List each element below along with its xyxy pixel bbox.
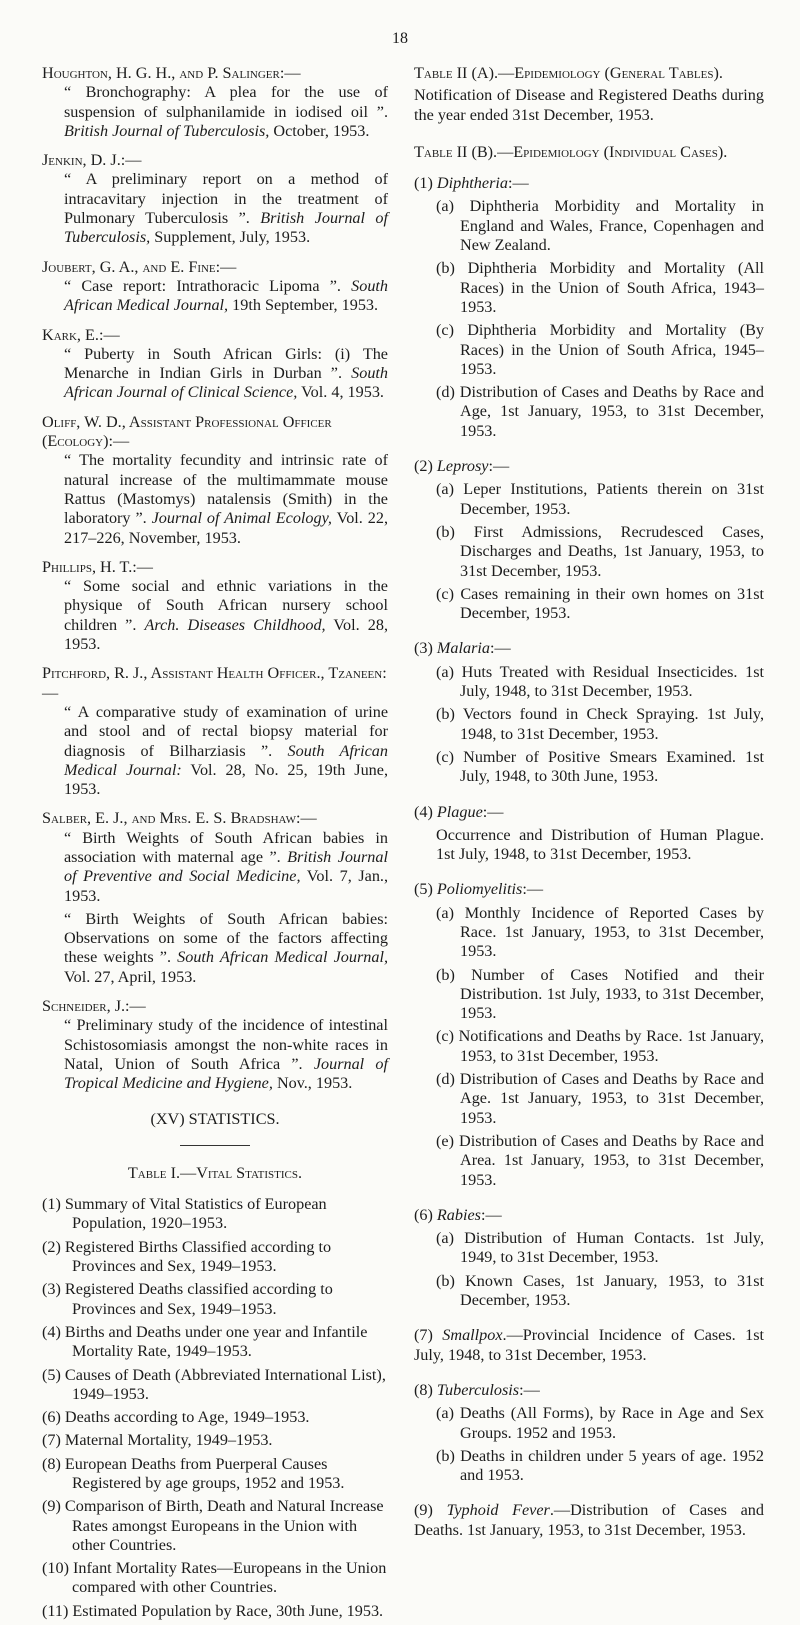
reference-entry [42,326,388,403]
reference-entry [42,664,388,799]
reference-author: Phillips, H. T.:— [42,557,153,576]
reference-citation [64,703,388,799]
vital-statistics-item [42,1431,388,1450]
group-item: (e) Distribution of Cases and Deaths by Race and Area. 1st January, 1953, to 31st December, 1953. [436,1131,764,1189]
epidemiology-group [414,639,764,786]
group-item: (c) Cases remaining in their own homes on 31st December, 1953. [436,584,764,623]
disease-name: Diphtheria [436,174,508,193]
group-number: (6) [414,1205,433,1224]
group-heading [414,880,764,899]
epidemiology-group [414,1326,764,1365]
citation-journal: British Journal of Tuberculosis, [64,121,270,140]
group-suffix: :— [480,1205,502,1224]
citation-details: Supplement, July, 1953. [150,228,311,247]
group-item: (a) Distribution of Human Contacts. 1st July, 1949, to 31st December, 1953. [436,1229,764,1267]
reference-entry [42,258,388,316]
epidemiology-group [414,457,764,623]
epidemiology-group [414,174,764,441]
reference-citation [64,829,388,906]
item-text: Summary of Vital Statistics of European Population, 1920–1953. [64,1195,327,1233]
reference-author: Houghton, H. G. H., and P. Salinger:— [42,64,301,82]
citation-title: “ Preliminary study of the incidence of intestinal Schistosomiasis amongst the non-white races in Natal, Union of South Africa ”. [64,1016,388,1073]
disease-name: Smallpox [442,1326,503,1345]
citation-details: 19th September, 1953. [228,296,379,315]
reference-citation [64,277,388,316]
vital-statistics-list [42,1195,388,1621]
citation-journal: Journal of Tropical Medicine and Hygiene, [64,1054,388,1093]
citation-details: Vol. 28, No. 25, 19th June, 1953. [64,760,388,799]
epidemiology-group [414,803,764,865]
item-number: (2) [42,1237,61,1256]
vital-statistics-item [42,1497,388,1555]
disease-name: Poliomyelitis [436,880,523,899]
group-item: (b) Deaths in children under 5 years of age. 1952 and 1953. [436,1446,764,1485]
table2a-note: Notification of Disease and Registered Deaths during the year ended 31st December, 1953. [414,86,764,124]
group-item: (d) Distribution of Cases and Deaths by Race and Age, 1st January, 1953, to 31st December, 1953. [436,383,764,440]
item-text: Infant Mortality Rates—Europeans in the Union compared with other Countries. [72,1559,387,1597]
item-number: (8) [42,1454,61,1473]
group-heading [414,174,764,193]
reference-citation [64,170,388,247]
item-number: (3) [42,1280,61,1299]
vital-statistics-item [42,1559,388,1598]
item-text: European Deaths from Puerperal Causes Registered by age groups, 1952 and 1953. [64,1454,345,1492]
vital-statistics-item [42,1238,388,1277]
item-text: Deaths according to Age, 1949–1953. [64,1408,310,1427]
reference-citation [64,910,388,987]
citation-journal: Journal of Animal Ecology, [151,509,332,528]
group-item: (a) Monthly Incidence of Reported Cases by Race. 1st January, 1953, to 31st December, 1953. [436,903,764,961]
reference-citation [64,1016,388,1093]
reference-citation [64,451,388,547]
item-number: (4) [42,1322,61,1341]
group-item: (c) Number of Positive Smears Examined. 1st July, 1948, to 30th June, 1953. [436,747,764,786]
item-text: Maternal Mortality, 1949–1953. [64,1431,273,1450]
group-suffix: :— [519,1380,540,1399]
group-suffix: .—Provincial Incidence of Cases. 1st July, 1948, to 31st December, 1953. [414,1326,764,1364]
group-heading [414,1206,764,1225]
vital-statistics-item [42,1195,388,1234]
epidemiology-group [414,880,764,1189]
right-column [414,64,764,1556]
disease-name: Typhoid Fever [446,1501,550,1520]
group-number: (2) [414,457,433,476]
group-number: (7) [414,1326,433,1345]
citation-journal: South African Journal of Clinical Science, [64,364,388,402]
citation-journal: British Journal of Preventive and Social Medicine, [64,847,388,886]
item-text: Estimated Population by Race, 30th June, 1953. [72,1601,384,1620]
item-number: (7) [42,1431,61,1450]
group-heading [414,457,764,476]
group-suffix: .—Distribution of Cases and Deaths. 1st January, 1953, to 31st December, 1953. [414,1501,764,1539]
citation-title: “ A preliminary report on a method of intracavitary injection in the treatment of Pulmonary Tuberculosis ”. [64,170,388,228]
item-number: (10) [42,1559,69,1578]
group-heading [414,639,764,658]
group-number: (4) [414,802,433,821]
reference-author: Pitchford, R. J., Assistant Health Officer., Tzaneen:— [42,664,387,702]
item-number: (1) [42,1195,61,1214]
group-item: (a) Deaths (All Forms), by Race in Age and Sex Groups. 1952 and 1953. [436,1404,764,1442]
citation-details: Vol. 28, 1953. [64,615,388,654]
group-number: (9) [414,1501,433,1520]
item-text: Registered Deaths classified according to Provinces and Sex, 1949–1953. [64,1280,333,1318]
reference-entry [42,151,388,247]
reference-entry [42,997,388,1093]
left-column [42,64,388,1625]
vital-statistics-item [42,1408,388,1427]
item-text: Registered Births Classified according to Provinces and Sex, 1949–1953. [64,1237,332,1276]
epidemiology-group [414,1381,764,1485]
reference-citation [64,345,388,403]
page-number: 18 [392,30,408,47]
reference-author: Jenkin, D. J.:— [42,151,142,170]
group-number: (1) [414,174,433,193]
section-rule [180,1145,250,1146]
vital-statistics-item [42,1323,388,1362]
reference-entry [42,64,388,141]
item-text: Births and Deaths under one year and Infantile Mortality Rate, 1949–1953. [64,1322,368,1361]
group-suffix: :— [489,639,511,658]
disease-name: Rabies [436,1205,481,1224]
citation-title: “ The mortality fecundity and intrinsic rate of natural increase of the multimammate mouse Rattus (Mastomys) natalensis (Smith) in the laboratory ”. [64,451,388,528]
disease-name: Plague [436,802,483,821]
group-item: (b) Known Cases, 1st January, 1953, to 31st December, 1953. [436,1271,764,1310]
vital-statistics-item [42,1455,388,1494]
epidemiology-groups [414,174,764,1540]
group-item: (b) Diphtheria Morbidity and Mortality (All Races) in the Union of South Africa, 1943–1953. [436,259,764,316]
group-number: (3) [414,639,433,658]
group-item: (a) Leper Institutions, Patients therein on 31st December, 1953. [436,480,764,518]
reference-author: Schneider, J.:— [42,997,146,1016]
vital-statistics-item [42,1602,388,1621]
group-item: (a) Diphtheria Morbidity and Mortality in England and Wales, France, Copenhagen and New Zealand. [436,197,764,255]
group-suffix: :— [507,174,529,193]
item-number: (11) [42,1601,69,1620]
item-number: (9) [42,1497,61,1516]
citation-title: “ Some social and ethnic variations in the physique of South African nursery school children ”. [64,577,388,634]
group-heading [414,803,764,822]
citation-journal: South African Medical Journal, [64,276,388,315]
reference-entry [42,558,388,654]
citation-title: “ A comparative study of examination of urine and stool and of rectal biopsy material for diagnosis of Bilharziasis ”. [64,702,388,760]
item-number: (6) [42,1408,61,1427]
vital-statistics-item [42,1366,388,1405]
group-item: (b) First Admissions, Recrudesced Cases, Discharges and Deaths, 1st January, 1953, to 31st December, 1953. [436,522,764,580]
reference-citation [64,577,388,654]
citation-details: Nov., 1953. [272,1074,353,1093]
section-title: (XV) STATISTICS. [150,1109,280,1128]
item-text: Comparison of Birth, Death and Natural Increase Rates amongst Europeans in the Union with other Countries. [64,1497,384,1554]
item-text: Causes of Death (Abbreviated International List), 1949–1953. [64,1365,386,1403]
group-item: (c) Notifications and Deaths by Race. 1st January, 1953, to 31st December, 1953. [436,1027,764,1065]
reference-author: Salber, E. J., and Mrs. E. S. Bradshaw:— [42,809,317,828]
reference-author: Oliff, W. D., Assistant Professional Officer (Ecology):— [42,412,332,451]
citation-journal: Arch. Diseases Childhood, [144,615,326,634]
table2a-title: Table II (A).—Epidemiology (General Tables). [414,64,723,82]
reference-entry [42,809,388,987]
group-item: (b) Vectors found in Check Spraying. 1st July, 1948, to 31st December, 1953. [436,705,764,743]
group-number: (5) [414,880,433,899]
epidemiology-group [414,1501,764,1540]
item-number: (5) [42,1365,61,1384]
citation-details: October, 1953. [269,121,370,140]
group-suffix: :— [482,802,504,821]
epidemiology-group [414,1206,764,1310]
group-item: (b) Number of Cases Notified and their Distribution. 1st July, 1933, to 31st December, 1953. [436,965,764,1023]
citation-journal: South African Medical Journal: [64,741,388,779]
reference-citation [64,83,388,141]
group-item: (d) Distribution of Cases and Deaths by Race and Age. 1st January, 1953, to 31st December, 1953. [436,1070,764,1127]
citation-details: Vol. 7, Jan., 1953. [64,867,389,905]
group-number: (8) [414,1380,433,1399]
citation-journal: British Journal of Tuberculosis, [64,209,388,247]
citation-title: “ Puberty in South African Girls: (i) The Menarche in Indian Girls in Durban ”. [64,344,388,383]
reference-entry [42,413,388,548]
disease-name: Leprosy [436,457,489,476]
disease-name: Malaria [436,639,490,658]
group-heading [414,1501,764,1540]
disease-name: Tuberculosis [436,1380,520,1399]
group-heading [414,1326,764,1365]
citation-journal: South African Medical Journal, [177,948,388,967]
group-item: (c) Diphtheria Morbidity and Mortality (By Races) in the Union of South Africa, 1945–1953. [436,321,764,378]
citation-title: “ Case report: Intrathoracic Lipoma ”. [64,276,352,295]
table2b-title: Table II (B).—Epidemiology (Individual Cases). [414,142,728,161]
group-paragraph: Occurrence and Distribution of Human Plague. 1st July, 1948, to 31st December, 1953. [436,825,764,864]
group-heading [414,1381,764,1400]
table1-title: Table I.—Vital Statistics. [127,1163,303,1182]
citation-details: Vol. 27, April, 1953. [64,967,197,986]
vital-statistics-item [42,1280,388,1319]
citation-title: “ Bronchography: A plea for the use of suspension of sulphanilamide in iodised oil ”. [64,83,388,121]
reference-author: Kark, E.:— [42,325,120,344]
reference-author: Joubert, G. A., and E. Fine:— [42,257,237,276]
citation-details: Vol. 4, 1953. [297,383,384,402]
reference-list [42,64,388,1094]
citation-details: Vol. 22, 217–226, November, 1953. [64,509,388,547]
group-item: (a) Huts Treated with Residual Insecticides. 1st July, 1948, to 31st December, 1953. [436,662,764,701]
citation-title: “ Birth Weights of South African babies in association with maternal age ”. [64,828,388,866]
group-suffix: :— [488,457,510,476]
group-suffix: :— [522,880,544,899]
citation-title: “ Birth Weights of South African babies: Observations on some of the factors affecting these weights ”. [64,909,388,967]
